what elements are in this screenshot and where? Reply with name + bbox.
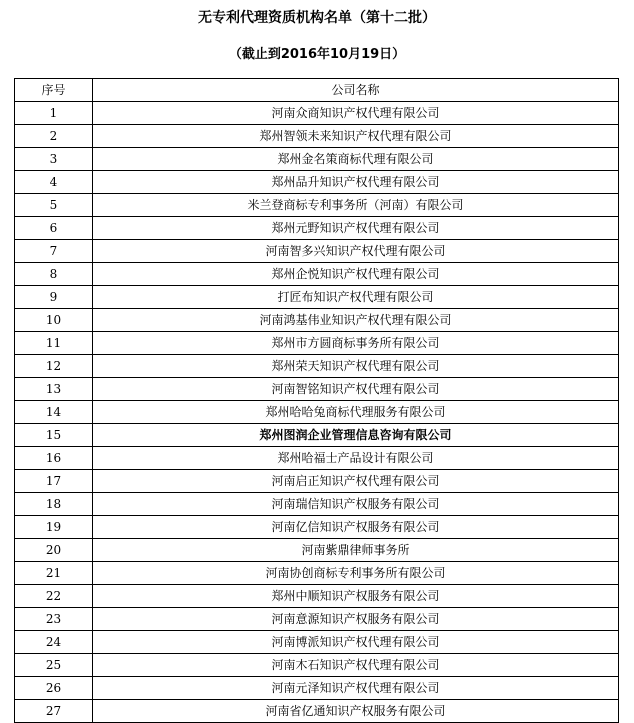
table-row — [15, 309, 619, 332]
header-company-name: 公司名称 — [93, 79, 619, 102]
row-serial-number: 5 — [15, 194, 93, 217]
row-serial-number: 11 — [15, 332, 93, 355]
row-serial-number: 4 — [15, 171, 93, 194]
row-serial-number: 6 — [15, 217, 93, 240]
row-serial-number: 26 — [15, 677, 93, 700]
table-row — [15, 677, 619, 700]
row-serial-number: 19 — [15, 516, 93, 539]
row-company-name: 河南意源知识产权服务有限公司 — [93, 608, 619, 631]
row-company-name: 河南智多兴知识产权代理有限公司 — [93, 240, 619, 263]
document-subtitle: （截止到2016年10月19日） — [228, 47, 406, 62]
row-serial-number: 27 — [15, 700, 93, 723]
row-serial-number: 22 — [15, 585, 93, 608]
row-company-name: 郑州市方圆商标事务所有限公司 — [93, 332, 619, 355]
row-company-name: 河南众商知识产权代理有限公司 — [93, 102, 619, 125]
table-row — [15, 585, 619, 608]
row-company-name: 河南省亿通知识产权服务有限公司 — [93, 700, 619, 723]
row-company-name: 郑州金名策商标代理有限公司 — [93, 148, 619, 171]
row-company-name: 米兰登商标专利事务所（河南）有限公司 — [93, 194, 619, 217]
table-row — [15, 240, 619, 263]
row-company-name: 河南木石知识产权代理有限公司 — [93, 654, 619, 677]
row-company-name: 河南鸿基伟业知识产权代理有限公司 — [93, 309, 619, 332]
table-row — [15, 102, 619, 125]
table-row — [15, 332, 619, 355]
row-company-name: 河南元泽知识产权代理有限公司 — [93, 677, 619, 700]
row-company-name: 河南智铭知识产权代理有限公司 — [93, 378, 619, 401]
table-row — [15, 125, 619, 148]
row-serial-number: 7 — [15, 240, 93, 263]
table-row — [15, 378, 619, 401]
row-company-name: 打匠布知识产权代理有限公司 — [93, 286, 619, 309]
row-company-name: 郑州智领未来知识产权代理有限公司 — [93, 125, 619, 148]
table-row — [15, 148, 619, 171]
table-row — [15, 631, 619, 654]
row-serial-number: 21 — [15, 562, 93, 585]
row-company-name: 河南亿信知识产权服务有限公司 — [93, 516, 619, 539]
row-company-name: 河南启正知识产权代理有限公司 — [93, 470, 619, 493]
row-serial-number: 14 — [15, 401, 93, 424]
row-serial-number: 25 — [15, 654, 93, 677]
table-row — [15, 493, 619, 516]
company-table — [14, 78, 619, 723]
table-row — [15, 194, 619, 217]
table-row — [15, 424, 619, 447]
row-company-name: 河南瑞信知识产权服务有限公司 — [93, 493, 619, 516]
row-serial-number: 17 — [15, 470, 93, 493]
table-row — [15, 700, 619, 723]
table-row — [15, 171, 619, 194]
table-row — [15, 470, 619, 493]
row-company-name: 郑州哈福士产品设计有限公司 — [93, 447, 619, 470]
row-serial-number: 24 — [15, 631, 93, 654]
row-company-name: 郑州图润企业管理信息咨询有限公司 — [93, 424, 619, 447]
table-row — [15, 516, 619, 539]
row-serial-number: 8 — [15, 263, 93, 286]
row-company-name: 郑州中顺知识产权服务有限公司 — [93, 585, 619, 608]
row-serial-number: 12 — [15, 355, 93, 378]
table-row — [15, 401, 619, 424]
table-header-row — [15, 79, 619, 102]
table-row — [15, 263, 619, 286]
row-company-name: 河南协创商标专利事务所有限公司 — [93, 562, 619, 585]
row-serial-number: 23 — [15, 608, 93, 631]
row-serial-number: 20 — [15, 539, 93, 562]
row-serial-number: 9 — [15, 286, 93, 309]
row-serial-number: 15 — [15, 424, 93, 447]
table-row — [15, 447, 619, 470]
row-company-name: 郑州企悦知识产权代理有限公司 — [93, 263, 619, 286]
table-row — [15, 539, 619, 562]
row-serial-number: 18 — [15, 493, 93, 516]
table-row — [15, 355, 619, 378]
row-company-name: 郑州荣天知识产权代理有限公司 — [93, 355, 619, 378]
table-row — [15, 217, 619, 240]
row-serial-number: 1 — [15, 102, 93, 125]
row-serial-number: 3 — [15, 148, 93, 171]
table-row — [15, 286, 619, 309]
row-company-name: 河南博派知识产权代理有限公司 — [93, 631, 619, 654]
row-serial-number: 10 — [15, 309, 93, 332]
table-row — [15, 608, 619, 631]
row-company-name: 河南紫鼎律师事务所 — [93, 539, 619, 562]
table-row — [15, 654, 619, 677]
table-row — [15, 562, 619, 585]
row-company-name: 郑州元野知识产权代理有限公司 — [93, 217, 619, 240]
row-serial-number: 16 — [15, 447, 93, 470]
row-company-name: 郑州哈哈兔商标代理服务有限公司 — [93, 401, 619, 424]
row-serial-number: 2 — [15, 125, 93, 148]
document-title: 无专利代理资质机构名单（第十二批） — [198, 10, 436, 26]
header-serial-number: 序号 — [15, 79, 93, 102]
row-company-name: 郑州品升知识产权代理有限公司 — [93, 171, 619, 194]
row-serial-number: 13 — [15, 378, 93, 401]
